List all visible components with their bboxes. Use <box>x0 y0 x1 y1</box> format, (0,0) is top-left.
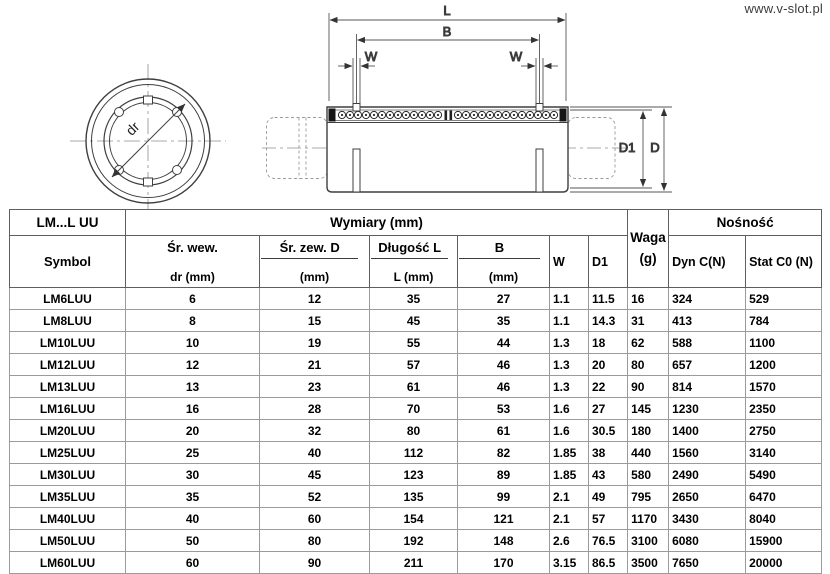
value-cell: 30.5 <box>589 420 628 442</box>
value-cell: 529 <box>746 288 822 310</box>
value-cell: 12 <box>260 288 370 310</box>
value-cell: 40 <box>126 508 260 530</box>
value-cell: 1.1 <box>550 310 589 332</box>
value-cell: 25 <box>126 442 260 464</box>
seal-cap-left <box>329 109 336 122</box>
value-cell: 15900 <box>746 530 822 552</box>
value-cell: 27 <box>458 288 550 310</box>
value-cell: 784 <box>746 310 822 332</box>
b-header: B (mm) <box>458 236 550 288</box>
value-cell: 70 <box>370 398 458 420</box>
value-cell: 1560 <box>669 442 746 464</box>
value-cell: 3100 <box>628 530 669 552</box>
D-dimension-label: D <box>650 140 660 155</box>
value-cell: 2750 <box>746 420 822 442</box>
value-cell: 1.85 <box>550 464 589 486</box>
side-view <box>262 3 672 192</box>
table-row <box>10 530 822 552</box>
w-header: W <box>550 236 589 288</box>
value-cell: 35 <box>458 310 550 332</box>
site-watermark: www.v-slot.pl <box>744 1 823 16</box>
value-cell: 1.6 <box>550 420 589 442</box>
value-cell: 2650 <box>669 486 746 508</box>
weight-header-line2: (g) <box>639 250 657 266</box>
value-cell: 18 <box>589 332 628 354</box>
value-cell: 55 <box>370 332 458 354</box>
value-cell: 1230 <box>669 398 746 420</box>
value-cell: 23 <box>260 376 370 398</box>
dimensions-table <box>9 209 822 574</box>
value-cell: 6 <box>126 288 260 310</box>
value-cell: 52 <box>260 486 370 508</box>
value-cell: 170 <box>458 552 550 574</box>
symbol-cell: LM16LUU <box>10 398 126 420</box>
value-cell: 28 <box>260 398 370 420</box>
value-cell: 1.1 <box>550 288 589 310</box>
value-cell: 90 <box>628 376 669 398</box>
value-cell: 61 <box>370 376 458 398</box>
value-cell: 3430 <box>669 508 746 530</box>
value-cell: 80 <box>628 354 669 376</box>
value-cell: 1.3 <box>550 332 589 354</box>
value-cell: 112 <box>370 442 458 464</box>
value-cell: 10 <box>126 332 260 354</box>
value-cell: 14.3 <box>589 310 628 332</box>
value-cell: 76.5 <box>589 530 628 552</box>
value-cell: 31 <box>628 310 669 332</box>
table-row <box>10 442 822 464</box>
symbol-cell: LM40LUU <box>10 508 126 530</box>
value-cell: 1100 <box>746 332 822 354</box>
value-cell: 413 <box>669 310 746 332</box>
symbol-cell: LM50LUU <box>10 530 126 552</box>
value-cell: 1200 <box>746 354 822 376</box>
value-cell: 657 <box>669 354 746 376</box>
table-row <box>10 508 822 530</box>
groove-bottom-left <box>353 149 360 192</box>
value-cell: 1.3 <box>550 354 589 376</box>
W-right-dimension-label: W <box>509 49 523 64</box>
symbol-cell: LM8LUU <box>10 310 126 332</box>
load-capacity-group-header: Nośność <box>669 210 822 236</box>
value-cell: 99 <box>458 486 550 508</box>
dynamic-load-header: Dyn C(N) <box>669 236 746 288</box>
value-cell: 49 <box>589 486 628 508</box>
value-cell: 32 <box>260 420 370 442</box>
table-row <box>10 310 822 332</box>
spec-table-container <box>9 209 822 574</box>
value-cell: 80 <box>370 420 458 442</box>
value-cell: 8040 <box>746 508 822 530</box>
value-cell: 27 <box>589 398 628 420</box>
value-cell: 16 <box>126 398 260 420</box>
groove-top-left <box>353 104 360 112</box>
value-cell: 86.5 <box>589 552 628 574</box>
value-cell: 2.1 <box>550 486 589 508</box>
front-view <box>70 64 226 218</box>
value-cell: 22 <box>589 376 628 398</box>
value-cell: 440 <box>628 442 669 464</box>
symbol-cell: LM25LUU <box>10 442 126 464</box>
static-load-header: Stat C0 (N) <box>746 236 822 288</box>
value-cell: 1400 <box>669 420 746 442</box>
value-cell: 90 <box>260 552 370 574</box>
value-cell: 60 <box>126 552 260 574</box>
value-cell: 795 <box>628 486 669 508</box>
groove-top-right <box>536 104 543 112</box>
value-cell: 15 <box>260 310 370 332</box>
value-cell: 148 <box>458 530 550 552</box>
value-cell: 21 <box>260 354 370 376</box>
dimension-B <box>357 34 540 103</box>
value-cell: 180 <box>628 420 669 442</box>
table-row <box>10 552 822 574</box>
value-cell: 44 <box>458 332 550 354</box>
value-cell: 46 <box>458 376 550 398</box>
dimensions-group-header: Wymiary (mm) <box>126 210 628 236</box>
value-cell: 43 <box>589 464 628 486</box>
value-cell: 1.6 <box>550 398 589 420</box>
value-cell: 211 <box>370 552 458 574</box>
table-row <box>10 486 822 508</box>
value-cell: 6470 <box>746 486 822 508</box>
value-cell: 82 <box>458 442 550 464</box>
seal-cap-right <box>560 109 567 122</box>
value-cell: 20 <box>589 354 628 376</box>
symbol-cell: LM10LUU <box>10 332 126 354</box>
length-header: Długość L L (mm) <box>370 236 458 288</box>
weight-header-line1: Waga <box>630 229 666 245</box>
value-cell: 62 <box>628 332 669 354</box>
value-cell: 35 <box>370 288 458 310</box>
value-cell: 80 <box>260 530 370 552</box>
value-cell: 3.15 <box>550 552 589 574</box>
value-cell: 38 <box>589 442 628 464</box>
value-cell: 45 <box>370 310 458 332</box>
value-cell: 7650 <box>669 552 746 574</box>
symbol-cell: LM20LUU <box>10 420 126 442</box>
outer-diameter-header: Śr. zew. D (mm) <box>260 236 370 288</box>
value-cell: 154 <box>370 508 458 530</box>
table-row <box>10 398 822 420</box>
bearing-technical-drawing <box>0 0 830 208</box>
value-cell: 57 <box>589 508 628 530</box>
value-cell: 588 <box>669 332 746 354</box>
value-cell: 12 <box>126 354 260 376</box>
value-cell: 121 <box>458 508 550 530</box>
table-row <box>10 420 822 442</box>
value-cell: 324 <box>669 288 746 310</box>
value-cell: 45 <box>260 464 370 486</box>
value-cell: 11.5 <box>589 288 628 310</box>
value-cell: 50 <box>126 530 260 552</box>
value-cell: 2.6 <box>550 530 589 552</box>
value-cell: 6080 <box>669 530 746 552</box>
bearing-body <box>327 107 568 192</box>
value-cell: 19 <box>260 332 370 354</box>
value-cell: 16 <box>628 288 669 310</box>
L-dimension-label: L <box>443 3 451 18</box>
inner-diameter-header: Śr. wew. dr (mm) <box>126 236 260 288</box>
table-row <box>10 376 822 398</box>
D1-dimension-label: D1 <box>618 140 636 155</box>
table-body <box>10 288 822 574</box>
value-cell: 2350 <box>746 398 822 420</box>
value-cell: 3500 <box>628 552 669 574</box>
value-cell: 3140 <box>746 442 822 464</box>
table-header <box>10 210 822 288</box>
value-cell: 1570 <box>746 376 822 398</box>
value-cell: 13 <box>126 376 260 398</box>
value-cell: 40 <box>260 442 370 464</box>
value-cell: 2490 <box>669 464 746 486</box>
value-cell: 20000 <box>746 552 822 574</box>
value-cell: 57 <box>370 354 458 376</box>
weight-header <box>628 210 669 288</box>
table-row <box>10 464 822 486</box>
groove-bottom-right <box>536 149 543 192</box>
value-cell: 5490 <box>746 464 822 486</box>
value-cell: 61 <box>458 420 550 442</box>
symbol-cell: LM60LUU <box>10 552 126 574</box>
symbol-cell: LM30LUU <box>10 464 126 486</box>
value-cell: 192 <box>370 530 458 552</box>
B-dimension-label: B <box>442 24 452 39</box>
value-cell: 814 <box>669 376 746 398</box>
value-cell: 8 <box>126 310 260 332</box>
symbol-header: Symbol <box>10 236 126 288</box>
value-cell: 135 <box>370 486 458 508</box>
value-cell: 123 <box>370 464 458 486</box>
table-row <box>10 354 822 376</box>
value-cell: 1.3 <box>550 376 589 398</box>
value-cell: 30 <box>126 464 260 486</box>
value-cell: 1170 <box>628 508 669 530</box>
symbol-cell: LM12LUU <box>10 354 126 376</box>
value-cell: 20 <box>126 420 260 442</box>
table-row <box>10 288 822 310</box>
value-cell: 53 <box>458 398 550 420</box>
symbol-cell: LM13LUU <box>10 376 126 398</box>
value-cell: 89 <box>458 464 550 486</box>
symbol-cell: LM6LUU <box>10 288 126 310</box>
value-cell: 2.1 <box>550 508 589 530</box>
value-cell: 145 <box>628 398 669 420</box>
symbol-cell: LM35LUU <box>10 486 126 508</box>
d1-header: D1 <box>589 236 628 288</box>
value-cell: 60 <box>260 508 370 530</box>
dr-dimension-label: dr <box>122 118 143 139</box>
value-cell: 35 <box>126 486 260 508</box>
value-cell: 580 <box>628 464 669 486</box>
series-name-header: LM...L UU <box>10 210 126 236</box>
value-cell: 1.85 <box>550 442 589 464</box>
W-left-dimension-label: W <box>364 49 378 64</box>
table-row <box>10 332 822 354</box>
value-cell: 46 <box>458 354 550 376</box>
